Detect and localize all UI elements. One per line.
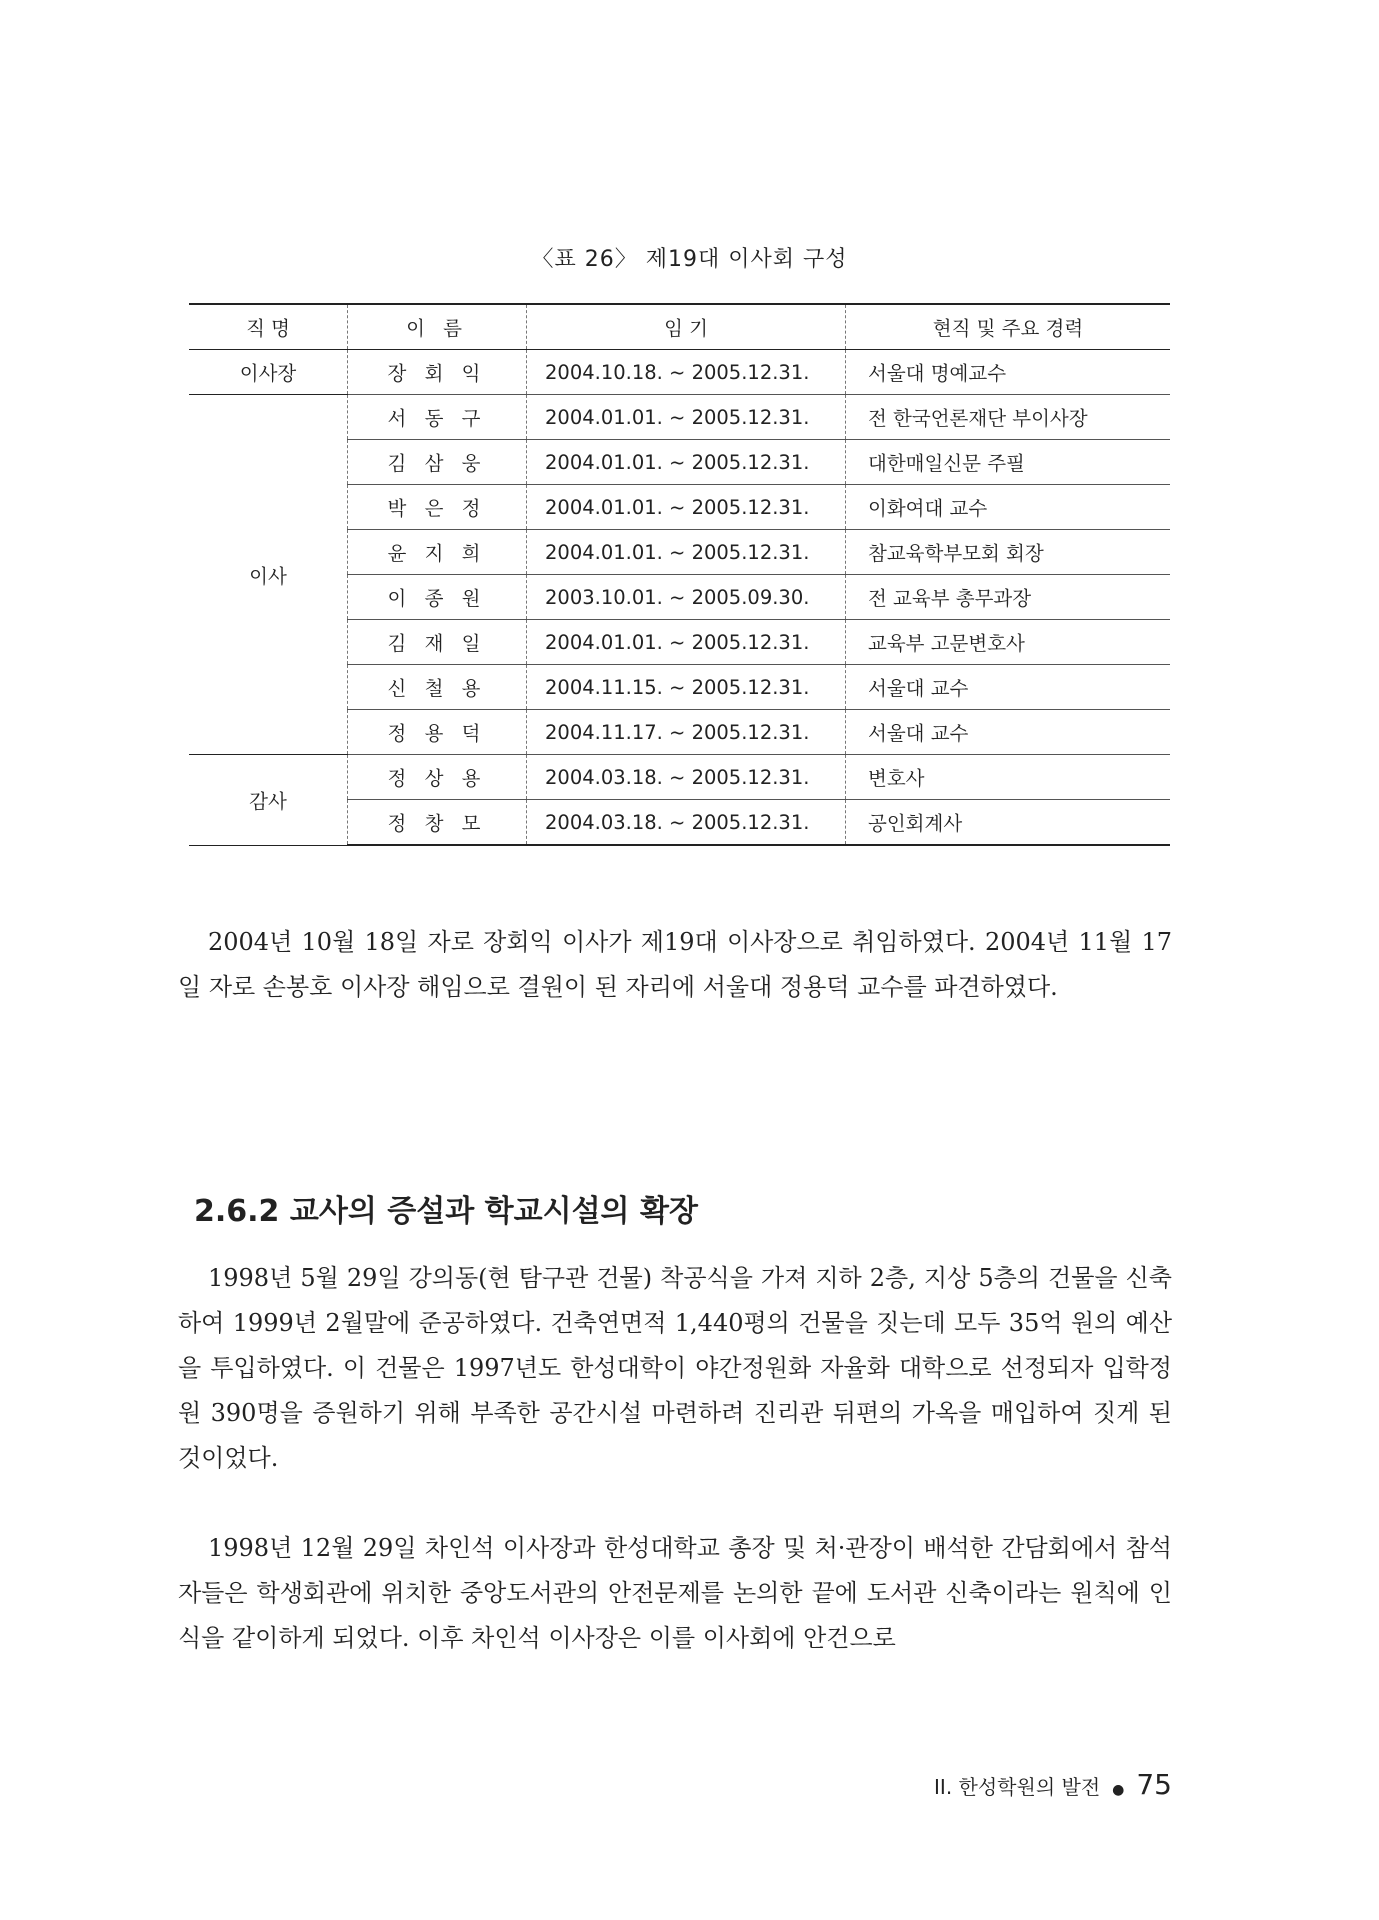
career-cell: 교육부 고문변호사 [846,620,1171,665]
name-cell: 정 창 모 [348,800,527,846]
career-cell: 공인회계사 [846,800,1171,846]
position-cell: 감사 [189,755,348,846]
name-cell: 정 용 덕 [348,710,527,755]
term-cell: 2004.01.01. ~ 2005.12.31. [527,620,846,665]
name-cell: 윤 지 희 [348,530,527,575]
name-cell: 서 동 구 [348,395,527,440]
term-cell: 2004.03.18. ~ 2005.12.31. [527,800,846,846]
table-row [189,350,1170,395]
name-cell: 박 은 정 [348,485,527,530]
name-cell: 신 철 용 [348,665,527,710]
career-cell: 전 교육부 총무과장 [846,575,1171,620]
career-cell: 참교육학부모회 회장 [846,530,1171,575]
career-cell: 이화여대 교수 [846,485,1171,530]
term-cell: 2004.11.15. ~ 2005.12.31. [527,665,846,710]
name-cell: 김 재 일 [348,620,527,665]
term-cell: 2004.01.01. ~ 2005.12.31. [527,485,846,530]
paragraph-lecture-building: 1998년 5월 29일 강의동(현 탐구관 건물) 착공식을 가져 지하 2층, 지상 5층의 건물을 신축하여 1999년 2월말에 준공하였다. 건축연면적 1,440평의 건물을 짓는데 모두 35억 원의 예산을 투입하였다. 이 건물은 1997년도 한성대학이 야간정원화 자율화 대학으로 선정되자 입학정원 390명을 증원하기 위해 부족한 공간시설 마련하려 진리관 뒤편의 가옥을 매입하여 짓게 된 것이었다. [178,1264,1172,1472]
table-header-row [189,304,1170,350]
header-name: 이 름 [348,304,527,350]
term-cell: 2004.01.01. ~ 2005.12.31. [527,395,846,440]
name-cell: 장 회 익 [348,350,527,395]
table-row [189,395,1170,440]
table-row [189,755,1170,800]
table-caption: 〈표 26〉 제19대 이사회 구성 [531,247,848,272]
board-members-table [189,303,1170,846]
header-term: 임 기 [527,304,846,350]
name-cell: 정 상 용 [348,755,527,800]
chapter-title: II. 한성학원의 발전 [934,1775,1101,1799]
term-cell: 2003.10.01. ~ 2005.09.30. [527,575,846,620]
career-cell: 서울대 명예교수 [846,350,1171,395]
career-cell: 서울대 교수 [846,710,1171,755]
position-cell: 이사장 [189,350,348,395]
position-cell: 이사 [189,395,348,755]
section-heading: 2.6.2 교사의 증설과 학교시설의 확장 [194,1194,698,1229]
term-cell: 2004.01.01. ~ 2005.12.31. [527,530,846,575]
paragraph-appointment: 2004년 10월 18일 자로 장회익 이사가 제19대 이사장으로 취임하였다. 2004년 11월 17일 자로 손봉호 이사장 해임으로 결원이 된 자리에 서울대 정용덕 교수를 파견하였다. [178,928,1172,1001]
career-cell: 서울대 교수 [846,665,1171,710]
term-cell: 2004.11.17. ~ 2005.12.31. [527,710,846,755]
career-cell: 변호사 [846,755,1171,800]
header-position: 직 명 [189,304,348,350]
header-career: 현직 및 주요 경력 [846,304,1171,350]
page-number: 75 [1136,1768,1172,1801]
term-cell: 2004.03.18. ~ 2005.12.31. [527,755,846,800]
name-cell: 이 종 원 [348,575,527,620]
bullet-icon: ● [1112,1782,1125,1798]
paragraph-library: 1998년 12월 29일 차인석 이사장과 한성대학교 총장 및 처·관장이 배석한 간담회에서 참석자들은 학생회관에 위치한 중앙도서관의 안전문제를 논의한 끝에 도서관 신축이라는 원칙에 인식을 같이하게 되었다. 이후 차인석 이사장은 이를 이사회에 안건으로 [178,1534,1172,1652]
term-cell: 2004.01.01. ~ 2005.12.31. [527,440,846,485]
career-cell: 대한매일신문 주필 [846,440,1171,485]
term-cell: 2004.10.18. ~ 2005.12.31. [527,350,846,395]
name-cell: 김 삼 웅 [348,440,527,485]
career-cell: 전 한국언론재단 부이사장 [846,395,1171,440]
page-footer [934,1768,1172,1801]
